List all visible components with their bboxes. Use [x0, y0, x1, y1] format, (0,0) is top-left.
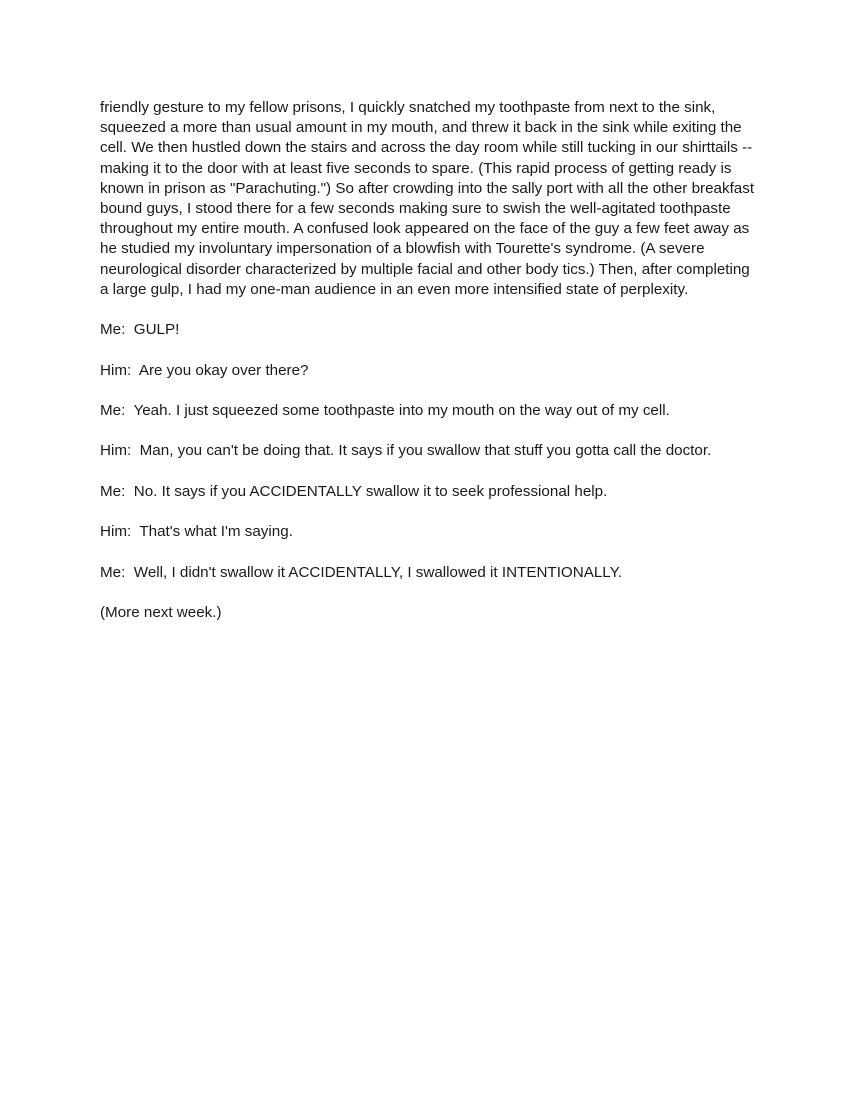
dialogue-line: Him: Man, you can't be doing that. It says if you swallow that stuff you gotta call the doctor.: [100, 442, 712, 460]
dialogue-line: Me: GULP!: [100, 321, 180, 339]
document-page: [100, 98, 759, 643]
intro-paragraph: friendly gesture to my fellow prisons, I quickly snatched my toothpaste from next to the sink, squeezed a more than usual amount in my mouth, and threw it back in the sink while exiting the cell. We then hustled down the stairs and across the day room while still tucking in our shirttails -- making it to the door with at least five seconds to spare. (This rapid process of getting ready is known in prison as "Parachuting.") So after crowding into the sally port with all the other breakfast bound guys, I stood there for a few seconds making sure to swish the well-agitated toothpaste throughout my entire mouth. A confused look appeared on the face of the guy a few feet away as he studied my involuntary impersonation of a blowfish with Tourette's syndrome. (A severe neurological disorder characterized by multiple facial and other body tics.) Then, after completing a large gulp, I had my one-man audience in an even more intensified state of perplexity.: [100, 99, 759, 298]
dialogue-line: Him: Are you okay over there?: [100, 361, 309, 379]
dialogue-line: Me: No. It says if you ACCIDENTALLY swallow it to seek professional help.: [100, 482, 608, 500]
dialogue-line: Me: Yeah. I just squeezed some toothpaste into my mouth on the way out of my cell.: [100, 402, 670, 419]
dialogue-line: Him: That's what I'm saying.: [100, 523, 293, 541]
closing-note: (More next week.): [100, 603, 222, 621]
dialogue-line: Me: Well, I didn't swallow it ACCIDENTALLY, I swallowed it INTENTIONALLY.: [100, 563, 622, 581]
